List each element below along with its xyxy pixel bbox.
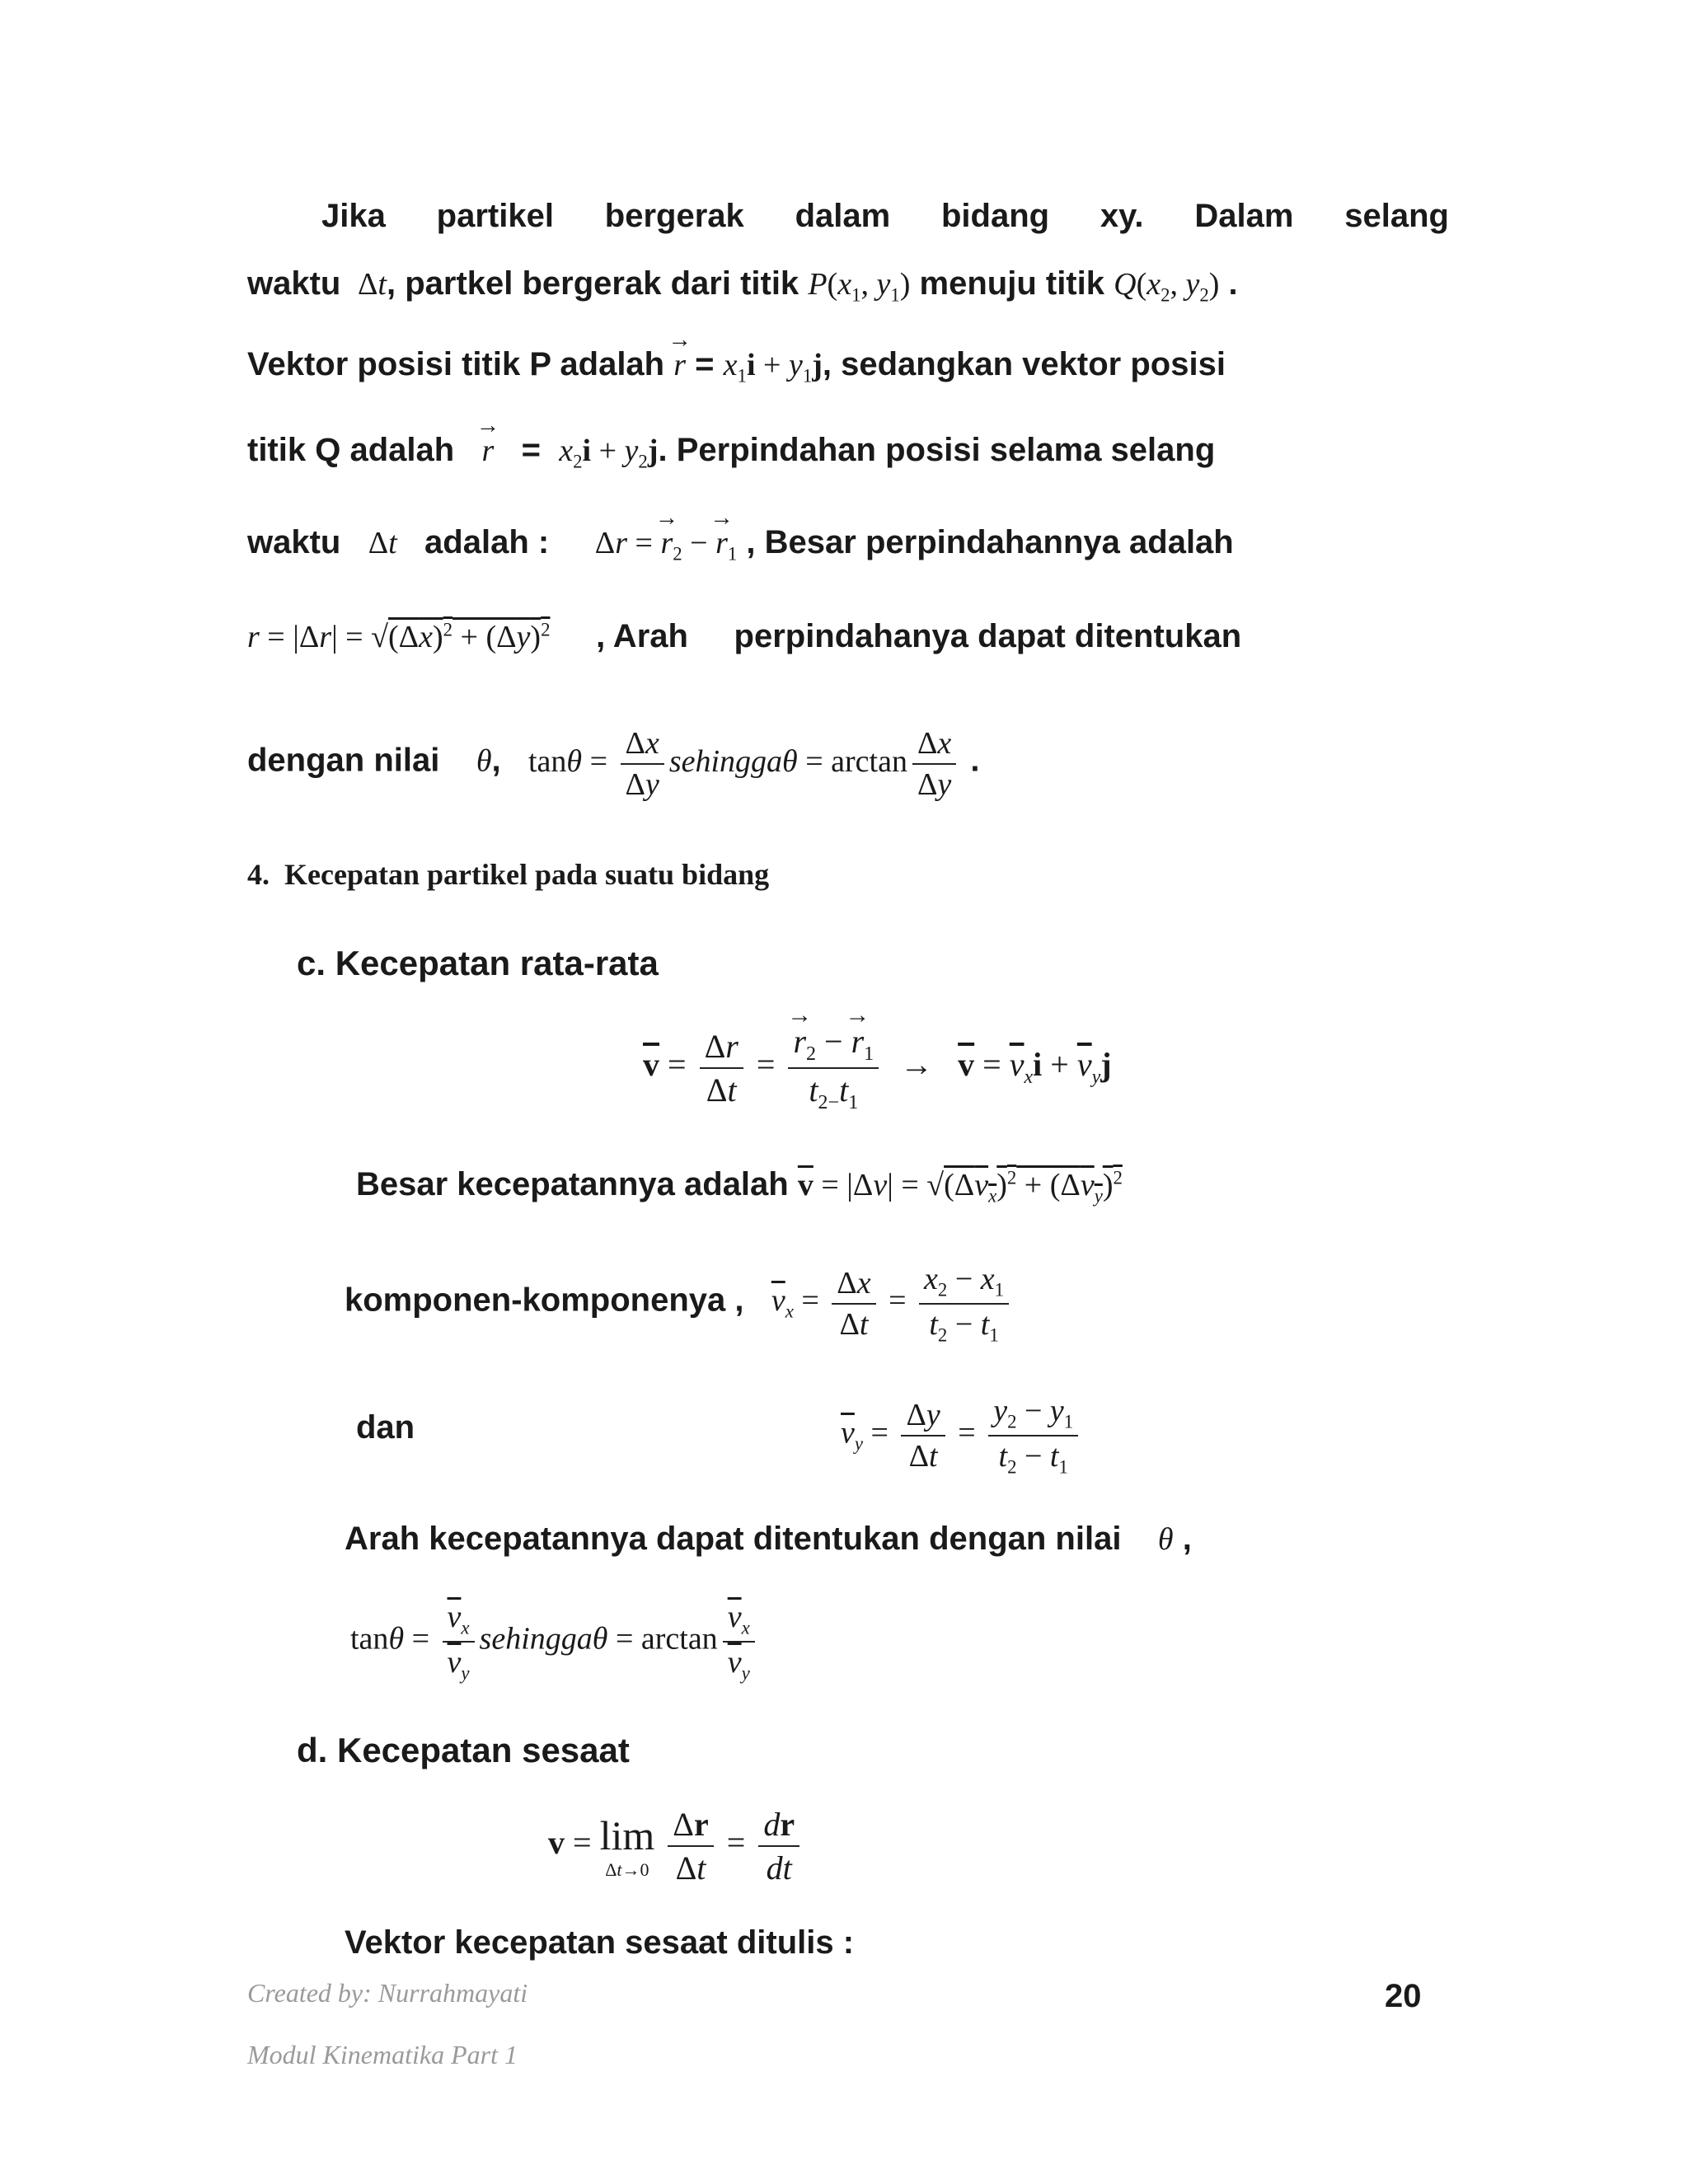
text: = [695, 346, 715, 382]
text: . Perpindahan posisi selama selang [658, 432, 1216, 468]
word: Jika [321, 198, 386, 234]
section-title: Kecepatan partikel pada suatu bidang [284, 858, 770, 891]
formula-tan-theta: tanθ = $\frac{\Delta x}{\Delta y}$ sehinggaθ = arctan $\frac{\Delta x}{\Delta y}$ [528, 744, 961, 779]
formula-point-p: $P(x_1$, $y_1$) [808, 267, 911, 306]
direction-line: Arah kecepatannya dapat ditentukan dengan nilai θ , [345, 1521, 1192, 1557]
text: adalah : [424, 524, 550, 560]
formula-tan-theta-velocity: tanθ = $\frac{\overline{v}_x}{\overline{v}_y}$ sehinggaθ = arctan $\frac{\overline{v}_x}{\overline{v}_y}$ [350, 1599, 760, 1684]
text: Vektor posisi titik P adalah [247, 346, 665, 382]
text: komponen-komponenya , [345, 1282, 744, 1319]
text: waktu [247, 524, 341, 560]
paragraph-line-1 [247, 198, 1449, 235]
subsection-heading-c: c. Kecepatan rata-rata [297, 944, 659, 982]
formula-vx: $\overline{v}_x$ = $\frac{\Delta x}{\Delta t}$ = $\frac{x_2 - x_1}{t_2 - t_1}$ [771, 1283, 1014, 1318]
formula-position-p: $x_1i + y_1j$ [723, 348, 823, 387]
text: menuju titik [919, 265, 1104, 302]
text: titik Q adalah [247, 432, 455, 468]
formula-delta-t: Δt [349, 267, 387, 302]
text: perpindahanya dapat ditentukan [734, 618, 1242, 654]
text: , Besar perpindahannya adalah [746, 524, 1234, 560]
text: , sedangkan vektor posisi [822, 346, 1226, 382]
word: xy. [1100, 198, 1144, 234]
formula-delta-t: Δt [368, 526, 397, 560]
text: = [521, 432, 542, 468]
page-number: 20 [1385, 1978, 1422, 2014]
dan-label: dan [356, 1409, 415, 1446]
section-heading [247, 857, 769, 892]
formula-theta: θ [476, 743, 492, 779]
paragraph-line-7: dengan nilai θ, tanθ = $\frac{\Delta x}{\Delta y}$ sehinggaθ = arctan $\frac{\Delta x}{\Delta y}$ . [247, 726, 980, 802]
formula-vector-r: → r [673, 348, 686, 382]
word: Dalam [1194, 198, 1294, 234]
paragraph-line-5 [247, 524, 1234, 565]
footer-author: Created by: Nurrahmayati [247, 1978, 528, 2008]
text: Besar kecepatannya adalah [356, 1166, 789, 1202]
text: , Arah [596, 618, 688, 654]
text: dengan nilai [247, 742, 440, 779]
formula-speed-magnitude: $\overline{v} = |\Delta v| = √(\Delta v_x)^2 + (\Delta v_y)^2$ [797, 1167, 1123, 1207]
text: waktu [247, 265, 341, 302]
instantaneous-vector-line: Vektor kecepatan sesaat ditulis : [345, 1924, 855, 1961]
text: Arah kecepatannya dapat ditentukan dengan nilai [345, 1521, 1122, 1557]
word: selang [1344, 198, 1449, 234]
footer-module: Modul Kinematika Part 1 [247, 2040, 518, 2069]
components-line [345, 1261, 1014, 1346]
formula-position-q: $x_2i + y_2j$ [559, 434, 659, 472]
text: , [491, 742, 501, 779]
word: dalam [795, 198, 891, 234]
paragraph-line-2: waktu Δt, partkel bergerak dari titik $P(x_1$, $y_1$) menuju titik $Q(x_2$, $y_2$) . [247, 265, 1238, 306]
paragraph-line-3 [247, 346, 1226, 387]
subsection-heading-d: d. Kecepatan sesaat [297, 1731, 630, 1769]
formula-instantaneous-velocity: v = lim Δt→0 $\frac{\Delta r}{\Delta t}$ = $\frac{dr}{dt}$ [548, 1805, 804, 1887]
formula-vector-r: → r [482, 434, 495, 468]
formula-displacement: Δr = → $r_2$ − → $r_1$ [595, 526, 738, 560]
paragraph-line-4 [247, 432, 1215, 473]
word: bergerak [604, 198, 744, 234]
text: , partkel bergerak dari titik [386, 265, 799, 302]
formula-point-q: $Q(x_2$, $y_2$) [1114, 267, 1220, 306]
section-number: 4. [247, 858, 270, 891]
formula-vy: $\overline{v}_y$ = $\frac{\Delta y}{\Delta t}$ = $\frac{y_2 - y_1}{t_2 - t_1}$ [841, 1393, 1083, 1478]
formula-magnitude: $r = |\Delta r| = √(\Delta x)^2 + (\Delta y)^2$ [247, 619, 551, 654]
word: bidang [941, 198, 1050, 234]
formula-theta: θ [1157, 1522, 1174, 1557]
formula-average-velocity: $\overline{v}$ = $\frac{\Delta r}{\Delta t}$ = → $\frac{r_2 - \to r_1}{t_{2-}t_1}$ → $\overline{v} = \overline{v}_xi + \overline{v}_yj$ [643, 1022, 1112, 1114]
paragraph-line-6 [247, 618, 1241, 655]
word: partikel [436, 198, 554, 234]
speed-magnitude-line [356, 1166, 1123, 1207]
